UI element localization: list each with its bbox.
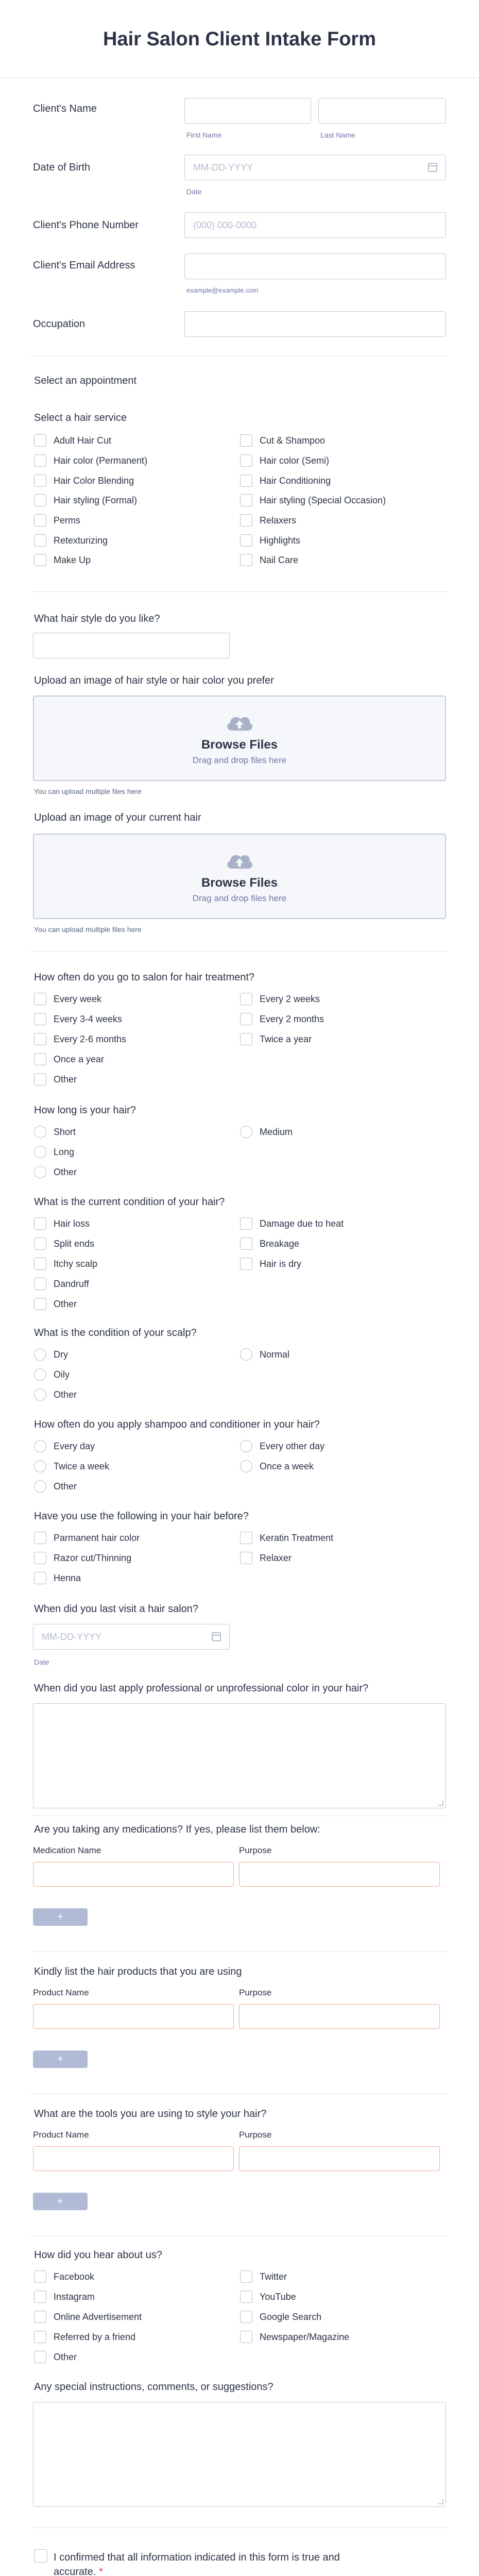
option-label: Online Advertisement — [54, 2311, 142, 2322]
radio[interactable] — [34, 1348, 46, 1361]
checkbox[interactable] — [240, 474, 252, 487]
radio[interactable] — [34, 1460, 46, 1472]
checkbox[interactable] — [34, 1073, 46, 1086]
checkbox[interactable] — [240, 2270, 252, 2283]
referral-option[interactable] — [240, 2310, 321, 2324]
checkbox[interactable] — [34, 2351, 46, 2363]
length-option[interactable] — [34, 1125, 76, 1139]
upload1-note: You can upload multiple files here — [34, 787, 142, 795]
condition-option[interactable] — [240, 1217, 344, 1230]
checkbox[interactable] — [34, 1013, 46, 1025]
checkbox[interactable] — [240, 1258, 252, 1270]
cloud-upload-icon — [224, 850, 255, 871]
service-option[interactable] — [240, 454, 329, 467]
checkbox[interactable] — [240, 2331, 252, 2343]
service-option[interactable] — [34, 514, 80, 527]
last-visit-sublabel: Date — [34, 1658, 49, 1666]
option-label: Other — [54, 1298, 77, 1309]
shampoo-question: How often do you apply shampoo and conditioner in your hair? — [34, 1419, 320, 1430]
upload2-note: You can upload multiple files here — [34, 925, 142, 934]
service-option[interactable] — [34, 474, 134, 487]
condition-option[interactable] — [34, 1257, 97, 1270]
option-label: Make Up — [54, 554, 91, 565]
checkbox[interactable] — [240, 1033, 252, 1045]
option-label: Hair styling (Special Occasion) — [260, 495, 386, 505]
checkbox[interactable] — [240, 514, 252, 527]
option-label: Dry — [54, 1349, 68, 1360]
checkbox[interactable] — [240, 494, 252, 506]
condition-option[interactable] — [34, 1277, 89, 1291]
radio[interactable] — [240, 1440, 252, 1452]
service-option[interactable] — [240, 553, 298, 567]
comments-textarea[interactable] — [33, 2402, 446, 2507]
frequency-option[interactable] — [34, 1053, 104, 1066]
last-visit-placeholder: MM-DD-YYYY — [42, 1632, 101, 1642]
product-purpose-input[interactable] — [239, 2004, 440, 2029]
dob-placeholder: MM-DD-YYYY — [193, 162, 253, 173]
occupation-input[interactable] — [184, 311, 446, 337]
service-option[interactable] — [34, 553, 91, 567]
option-label: Every 3-4 weeks — [54, 1013, 123, 1024]
upload1-dropzone[interactable] — [33, 696, 446, 781]
referral-option[interactable] — [34, 2290, 95, 2303]
option-label: Every week — [54, 993, 102, 1004]
dob-label: Date of Birth — [33, 162, 91, 173]
checkbox[interactable] — [34, 1258, 46, 1270]
browse-files-label[interactable]: Browse Files — [201, 876, 278, 890]
checkbox[interactable] — [240, 993, 252, 1005]
checkbox[interactable] — [34, 1053, 46, 1065]
divider — [31, 591, 448, 592]
option-label: Twice a year — [260, 1033, 312, 1044]
condition-option[interactable] — [240, 1257, 301, 1270]
option-label: Henna — [54, 1572, 81, 1583]
condition-option[interactable] — [34, 1217, 90, 1230]
checkbox[interactable] — [240, 534, 252, 547]
service-option[interactable] — [240, 474, 331, 487]
checkbox[interactable] — [240, 1532, 252, 1544]
style-question: What hair style do you like? — [34, 613, 160, 624]
calendar-icon[interactable] — [428, 163, 437, 172]
option-label: Hair Conditioning — [260, 475, 331, 486]
appointment-heading: Select an appointment — [34, 375, 137, 386]
checkbox[interactable] — [240, 1013, 252, 1025]
option-label: Once a year — [54, 1054, 105, 1064]
shampoo-option[interactable] — [240, 1439, 324, 1453]
service-option[interactable] — [34, 454, 147, 467]
tool-name-header: Product Name — [33, 2130, 89, 2140]
option-label: Hair is dry — [260, 1258, 302, 1269]
frequency-question: How often do you go to salon for hair treatment? — [34, 972, 255, 983]
calendar-icon[interactable] — [212, 1632, 221, 1641]
checkbox[interactable] — [34, 494, 46, 506]
divider — [31, 355, 448, 356]
last-visit-question: When did you last visit a hair salon? — [34, 1603, 199, 1615]
length-question: How long is your hair? — [34, 1105, 136, 1116]
option-label: Relaxer — [260, 1552, 292, 1563]
option-label: Breakage — [260, 1238, 300, 1249]
option-label: Keratin Treatment — [260, 1532, 334, 1543]
scalp-question: What is the condition of your scalp? — [34, 1327, 197, 1338]
length-option[interactable] — [34, 1165, 77, 1179]
last-name-sublabel: Last Name — [320, 131, 355, 139]
checkbox[interactable] — [240, 2291, 252, 2303]
checkbox[interactable] — [240, 434, 252, 447]
checkbox[interactable] — [240, 554, 252, 566]
product-name-input[interactable] — [33, 2004, 234, 2029]
frequency-option[interactable] — [240, 992, 320, 1006]
treatment-option[interactable] — [34, 1551, 131, 1565]
checkbox[interactable] — [34, 1238, 46, 1250]
medication-purpose-header: Purpose — [239, 1845, 272, 1855]
drag-drop-label: Drag and drop files here — [192, 893, 287, 903]
checkbox[interactable] — [240, 2311, 252, 2323]
scalp-option[interactable] — [34, 1348, 68, 1361]
option-label: Google Search — [260, 2311, 322, 2322]
treatments-question: Have you use the following in your hair before? — [34, 1511, 249, 1522]
option-label: Every 2 weeks — [260, 993, 320, 1004]
option-label: Once a week — [260, 1461, 314, 1471]
radio[interactable] — [240, 1126, 252, 1138]
treatment-option[interactable] — [34, 1531, 140, 1545]
email-input[interactable] — [184, 253, 446, 279]
option-label: Other — [54, 1389, 77, 1400]
checkbox[interactable] — [34, 474, 46, 487]
radio[interactable] — [34, 1388, 46, 1401]
add-tool-button[interactable]: + — [33, 2193, 88, 2210]
cloud-upload-icon — [224, 712, 255, 733]
option-label: Instagram — [54, 2291, 95, 2302]
option-label: Referred by a friend — [54, 2331, 136, 2342]
resize-handle-icon[interactable] — [438, 2499, 443, 2504]
scalp-option[interactable] — [34, 1368, 70, 1381]
checkbox[interactable] — [34, 993, 46, 1005]
last-color-question: When did you last apply professional or unprofessional color in your hair? — [34, 1683, 369, 1694]
upload2-dropzone[interactable] — [33, 834, 446, 919]
checkbox[interactable] — [34, 2291, 46, 2303]
option-label: Razor cut/Thinning — [54, 1552, 132, 1563]
checkbox[interactable] — [34, 1298, 46, 1310]
shampoo-option[interactable] — [240, 1460, 314, 1473]
checkbox[interactable] — [240, 1217, 252, 1230]
option-label: YouTube — [260, 2291, 296, 2302]
option-label: Other — [54, 1166, 77, 1177]
email-label: Client's Email Address — [33, 260, 135, 271]
resize-handle-icon[interactable] — [438, 1801, 443, 1806]
products-question: Kindly list the hair products that you are using — [34, 1966, 242, 1977]
option-label: Hair styling (Formal) — [54, 495, 138, 505]
style-input[interactable] — [33, 633, 230, 658]
option-label: Cut & Shampoo — [260, 435, 326, 446]
option-label: Adult Hair Cut — [54, 435, 112, 446]
option-label: Hair loss — [54, 1218, 90, 1229]
shampoo-option[interactable] — [34, 1439, 95, 1453]
medication-name-header: Medication Name — [33, 1845, 101, 1855]
first-name-sublabel: First Name — [186, 131, 222, 139]
referral-option[interactable] — [34, 2270, 94, 2283]
referral-question: How did you hear about us? — [34, 2249, 163, 2261]
confirm-statement — [54, 2550, 373, 2576]
form-header — [0, 0, 479, 78]
referral-option[interactable] — [240, 2270, 287, 2283]
option-label: Hair color (Semi) — [260, 455, 330, 466]
dob-input[interactable] — [184, 155, 446, 180]
required-mark: * — [98, 2566, 103, 2576]
option-label: Itchy scalp — [54, 1258, 98, 1269]
dob-sublabel: Date — [186, 188, 202, 196]
comments-question: Any special instructions, comments, or suggestions? — [34, 2381, 273, 2393]
option-label: Newspaper/Magazine — [260, 2331, 350, 2342]
confirm-text: I confirmed that all information indicated in this form is true and accurate. — [54, 2552, 340, 2576]
option-label: Other — [54, 1481, 77, 1492]
checkbox[interactable] — [34, 1532, 46, 1544]
tool-name-input[interactable] — [33, 2146, 234, 2171]
shampoo-option[interactable] — [34, 1480, 77, 1493]
option-label: Hair color (Permanent) — [54, 455, 148, 466]
upload1-question: Upload an image of hair style or hair color you prefer — [34, 675, 274, 686]
option-label: Other — [54, 2351, 77, 2362]
service-option[interactable] — [240, 534, 300, 547]
option-label: Every other day — [260, 1440, 325, 1451]
first-name-input[interactable] — [184, 98, 311, 124]
option-label: Every day — [54, 1440, 95, 1451]
radio[interactable] — [34, 1126, 46, 1138]
upload2-question: Upload an image of your current hair — [34, 812, 201, 823]
referral-option[interactable] — [34, 2310, 142, 2324]
option-label: Short — [54, 1126, 76, 1137]
product-name-header: Product Name — [33, 1988, 89, 1997]
last-name-input[interactable] — [318, 98, 446, 124]
radio[interactable] — [34, 1146, 46, 1158]
checkbox[interactable] — [34, 2311, 46, 2323]
radio[interactable] — [240, 1460, 252, 1472]
condition-option[interactable] — [240, 1237, 299, 1250]
option-label: Perms — [54, 515, 81, 526]
option-label: Every 2 months — [260, 1013, 324, 1024]
referral-option[interactable] — [34, 2350, 77, 2364]
referral-option[interactable] — [240, 2290, 296, 2303]
frequency-option[interactable] — [240, 1012, 324, 1026]
option-label: Retexturizing — [54, 535, 108, 546]
radio[interactable] — [34, 1368, 46, 1381]
radio[interactable] — [34, 1440, 46, 1452]
option-label: Oily — [54, 1369, 70, 1380]
checkbox[interactable] — [34, 554, 46, 566]
length-option[interactable] — [240, 1125, 293, 1139]
checkbox[interactable] — [240, 1238, 252, 1250]
tool-purpose-input[interactable] — [239, 2146, 440, 2171]
service-option[interactable] — [240, 434, 325, 447]
checkbox[interactable] — [34, 454, 46, 467]
divider — [31, 951, 448, 952]
phone-placeholder: (000) 000-0000 — [193, 220, 257, 230]
frequency-option[interactable] — [34, 992, 101, 1006]
option-label: Medium — [260, 1126, 293, 1137]
referral-option[interactable] — [240, 2330, 349, 2344]
option-label: Highlights — [260, 535, 301, 546]
add-medication-button[interactable]: + — [33, 1908, 88, 1926]
phone-input[interactable] — [184, 212, 446, 238]
option-label: Long — [54, 1146, 75, 1157]
checkbox[interactable] — [34, 1572, 46, 1584]
frequency-option[interactable] — [240, 1032, 312, 1046]
scalp-option[interactable] — [240, 1348, 289, 1361]
tool-purpose-header: Purpose — [239, 2130, 272, 2140]
option-label: Parmanent hair color — [54, 1532, 140, 1543]
checkbox[interactable] — [34, 534, 46, 547]
service-option[interactable] — [34, 434, 111, 447]
service-option[interactable] — [240, 514, 296, 527]
referral-option[interactable] — [34, 2330, 135, 2344]
browse-files-label[interactable]: Browse Files — [201, 738, 278, 752]
checkbox[interactable] — [34, 2331, 46, 2343]
form-title: Hair Salon Client Intake Form — [103, 28, 376, 50]
medication-purpose-input[interactable] — [239, 1862, 440, 1887]
tools-question: What are the tools you are using to style your hair? — [34, 2108, 267, 2120]
last-color-textarea[interactable] — [33, 1703, 446, 1808]
radio[interactable] — [34, 1166, 46, 1178]
service-heading: Select a hair service — [34, 412, 127, 423]
checkbox[interactable] — [34, 1278, 46, 1290]
checkbox[interactable] — [34, 514, 46, 527]
client-name-label: Client's Name — [33, 103, 97, 114]
frequency-option[interactable] — [34, 1073, 77, 1086]
frequency-option[interactable] — [34, 1032, 126, 1046]
option-label: Hair Color Blending — [54, 475, 134, 486]
option-label: Every 2-6 months — [54, 1033, 127, 1044]
option-label: Twitter — [260, 2271, 287, 2282]
checkbox[interactable] — [34, 1552, 46, 1564]
radio[interactable] — [240, 1348, 252, 1361]
email-sublabel: example@example.com — [186, 286, 259, 294]
product-purpose-header: Purpose — [239, 1988, 272, 1997]
service-option[interactable] — [240, 494, 386, 507]
option-label: Normal — [260, 1349, 290, 1360]
option-label: Dandruff — [54, 1278, 89, 1289]
option-label: Facebook — [54, 2271, 95, 2282]
shampoo-option[interactable] — [34, 1460, 109, 1473]
checkbox[interactable] — [34, 434, 46, 447]
checkbox[interactable] — [34, 1033, 46, 1045]
last-visit-input[interactable] — [33, 1624, 230, 1650]
medications-question: Are you taking any medications? If yes, please list them below: — [34, 1824, 320, 1835]
condition-option[interactable] — [34, 1237, 94, 1250]
service-option[interactable] — [34, 534, 108, 547]
checkbox[interactable] — [34, 2270, 46, 2283]
length-option[interactable] — [34, 1145, 74, 1159]
service-option[interactable] — [34, 494, 137, 507]
option-label: Damage due to heat — [260, 1218, 344, 1229]
treatment-option[interactable] — [34, 1571, 81, 1585]
option-label: Nail Care — [260, 554, 299, 565]
option-label: Other — [54, 1074, 77, 1084]
occupation-label: Occupation — [33, 318, 85, 330]
condition-option[interactable] — [34, 1297, 77, 1311]
option-label: Relaxers — [260, 515, 297, 526]
checkbox[interactable] — [240, 454, 252, 467]
add-product-button[interactable]: + — [33, 2050, 88, 2068]
phone-label: Client's Phone Number — [33, 219, 139, 231]
treatment-option[interactable] — [240, 1531, 333, 1545]
frequency-option[interactable] — [34, 1012, 122, 1026]
radio[interactable] — [34, 1480, 46, 1493]
medication-name-input[interactable] — [33, 1862, 234, 1887]
option-label: Split ends — [54, 1238, 95, 1249]
option-label: Twice a week — [54, 1461, 110, 1471]
checkbox[interactable] — [34, 1217, 46, 1230]
scalp-option[interactable] — [34, 1388, 77, 1401]
confirm-checkbox[interactable] — [34, 2549, 47, 2563]
checkbox[interactable] — [240, 1552, 252, 1564]
drag-drop-label: Drag and drop files here — [192, 755, 287, 765]
treatment-option[interactable] — [240, 1551, 292, 1565]
condition-question: What is the current condition of your hair? — [34, 1196, 225, 1208]
